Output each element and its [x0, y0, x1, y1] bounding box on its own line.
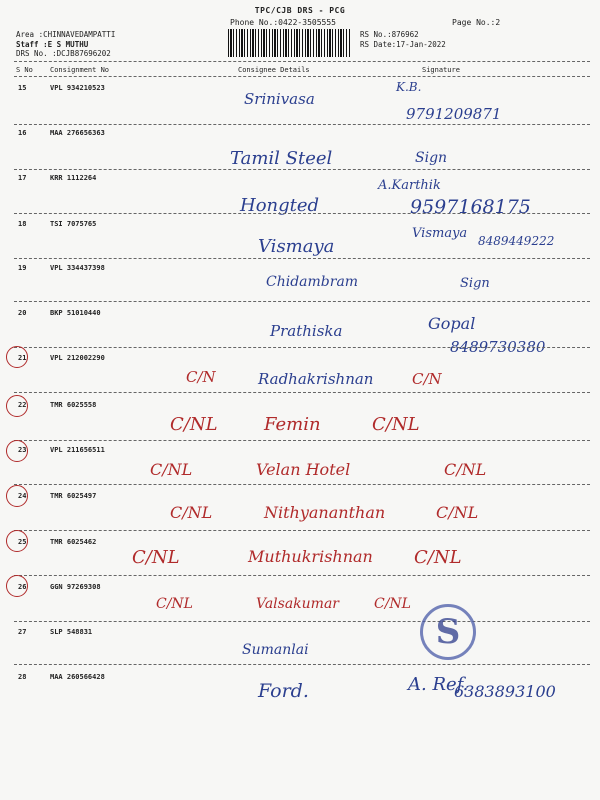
row-consignment: TMR 6025558	[50, 401, 97, 409]
row-consignment: GGN 97269308	[50, 583, 101, 591]
divider	[14, 440, 590, 441]
row-consignment: MAA 276656363	[50, 129, 105, 137]
cnl-mark: C/NL	[436, 503, 479, 522]
cnl-mark: C/N	[186, 368, 216, 386]
row-consignment: VPL 212002290	[50, 354, 105, 362]
divider	[14, 124, 590, 125]
row-consignment: KRR 1112264	[50, 174, 97, 182]
company-stamp-seal	[420, 604, 476, 660]
row-sno: 23	[18, 446, 27, 454]
barcode	[228, 29, 350, 57]
signature-handwriting: Sign	[415, 150, 448, 166]
consignee-handwriting: Muthukrishnan	[248, 547, 373, 566]
divider	[14, 575, 590, 576]
phone-handwriting: 6383893100	[454, 682, 556, 701]
rs-number: RS No.:876962	[360, 30, 419, 39]
row-consignment: TMR 6025462	[50, 538, 97, 546]
divider	[14, 301, 590, 302]
signature-handwriting: K.B.	[396, 80, 422, 94]
divider	[14, 530, 590, 531]
page-number: Page No.:2	[452, 18, 501, 27]
phone-handwriting: 9791209871	[406, 105, 502, 123]
header-left-block	[16, 30, 115, 59]
consignee-handwriting: Hongted	[240, 195, 320, 216]
consignee-handwriting: Tamil Steel	[230, 148, 333, 169]
divider	[14, 169, 590, 170]
cnl-mark: C/NL	[170, 503, 213, 522]
header-right-block	[360, 30, 446, 49]
row-consignment: VPL 934210523	[50, 84, 105, 92]
consignee-handwriting: Femin	[264, 414, 321, 435]
phone-number: Phone No.:0422-3505555	[230, 18, 336, 27]
consignee-handwriting: Prathiska	[270, 322, 343, 340]
row-sno: 17	[18, 174, 27, 182]
consignee-handwriting: Radhakrishnan	[258, 370, 374, 388]
row-consignment: VPL 334437398	[50, 264, 105, 272]
row-consignment: BKP 51010440	[50, 309, 101, 317]
divider	[14, 621, 590, 622]
signature-handwriting: A. Ref.	[408, 674, 469, 695]
divider	[14, 76, 590, 77]
cnl-mark: C/N	[412, 370, 442, 388]
row-sno: 28	[18, 673, 27, 681]
column-sno: S No	[16, 66, 33, 74]
phone-handwriting: 8489449222	[478, 234, 555, 248]
divider	[14, 213, 590, 214]
cnl-mark: C/NL	[372, 414, 420, 435]
cnl-mark: C/NL	[150, 460, 193, 479]
cnl-mark: C/NL	[170, 414, 218, 435]
divider	[14, 664, 590, 665]
staff-field: Staff :E S MUTHU	[16, 39, 89, 49]
consignee-handwriting: Velan Hotel	[256, 460, 351, 479]
rs-date: RS Date:17-Jan-2022	[360, 39, 446, 49]
consignee-handwriting: Valsakumar	[256, 596, 339, 612]
row-sno: 18	[18, 220, 27, 228]
row-sno: 21	[18, 354, 27, 362]
cnl-mark: C/NL	[414, 547, 462, 568]
consignee-handwriting: Vismaya	[258, 236, 335, 257]
row-sno: 15	[18, 84, 27, 92]
consignee-handwriting: Nithyananthan	[264, 503, 386, 522]
document-title: TPC/CJB DRS - PCG	[254, 6, 346, 15]
divider	[14, 347, 590, 348]
row-sno: 25	[18, 538, 27, 546]
consignee-handwriting: Srinivasa	[244, 90, 315, 108]
row-consignment: TSI 7075765	[50, 220, 97, 228]
area-field: Area :CHINNAVEDAMPATTI	[16, 30, 116, 39]
signature-handwriting: Sign	[460, 276, 490, 291]
cnl-mark: C/NL	[132, 547, 180, 568]
column-signature: Signature	[422, 66, 460, 74]
consignee-handwriting: Sumanlai	[242, 642, 309, 658]
row-sno: 27	[18, 628, 27, 636]
row-sno: 26	[18, 583, 27, 591]
row-consignment: SLP 548831	[50, 628, 93, 636]
row-consignment: MAA 260566428	[50, 673, 105, 681]
row-sno: 22	[18, 401, 27, 409]
consignee-handwriting: Ford.	[258, 680, 309, 702]
stamp-letter: S	[435, 612, 461, 652]
phone-handwriting: 9597168175	[410, 196, 531, 218]
row-sno: 19	[18, 264, 27, 272]
phone-handwriting: 8489730380	[450, 338, 546, 356]
consignee-handwriting: Chidambram	[266, 274, 359, 290]
row-consignment: VPL 211656511	[50, 446, 105, 454]
cnl-mark: C/NL	[444, 460, 487, 479]
divider	[14, 258, 590, 259]
divider	[14, 61, 590, 62]
column-consignment: Consignment No	[50, 66, 110, 74]
row-sno: 16	[18, 129, 27, 137]
cnl-mark: C/NL	[374, 596, 411, 612]
drs-number: DRS No. :DCJB87696202	[16, 49, 111, 58]
cnl-mark: C/NL	[156, 596, 193, 612]
row-consignment: TMR 6025497	[50, 492, 97, 500]
signature-handwriting: Gopal	[428, 314, 476, 333]
row-sno: 24	[18, 492, 27, 500]
column-consignee: Consignee Details	[238, 66, 310, 74]
row-sno: 20	[18, 309, 27, 317]
divider	[14, 484, 590, 485]
signature-handwriting: Vismaya	[412, 226, 468, 241]
signature-handwriting: A.Karthik	[378, 178, 441, 193]
divider	[14, 392, 590, 393]
